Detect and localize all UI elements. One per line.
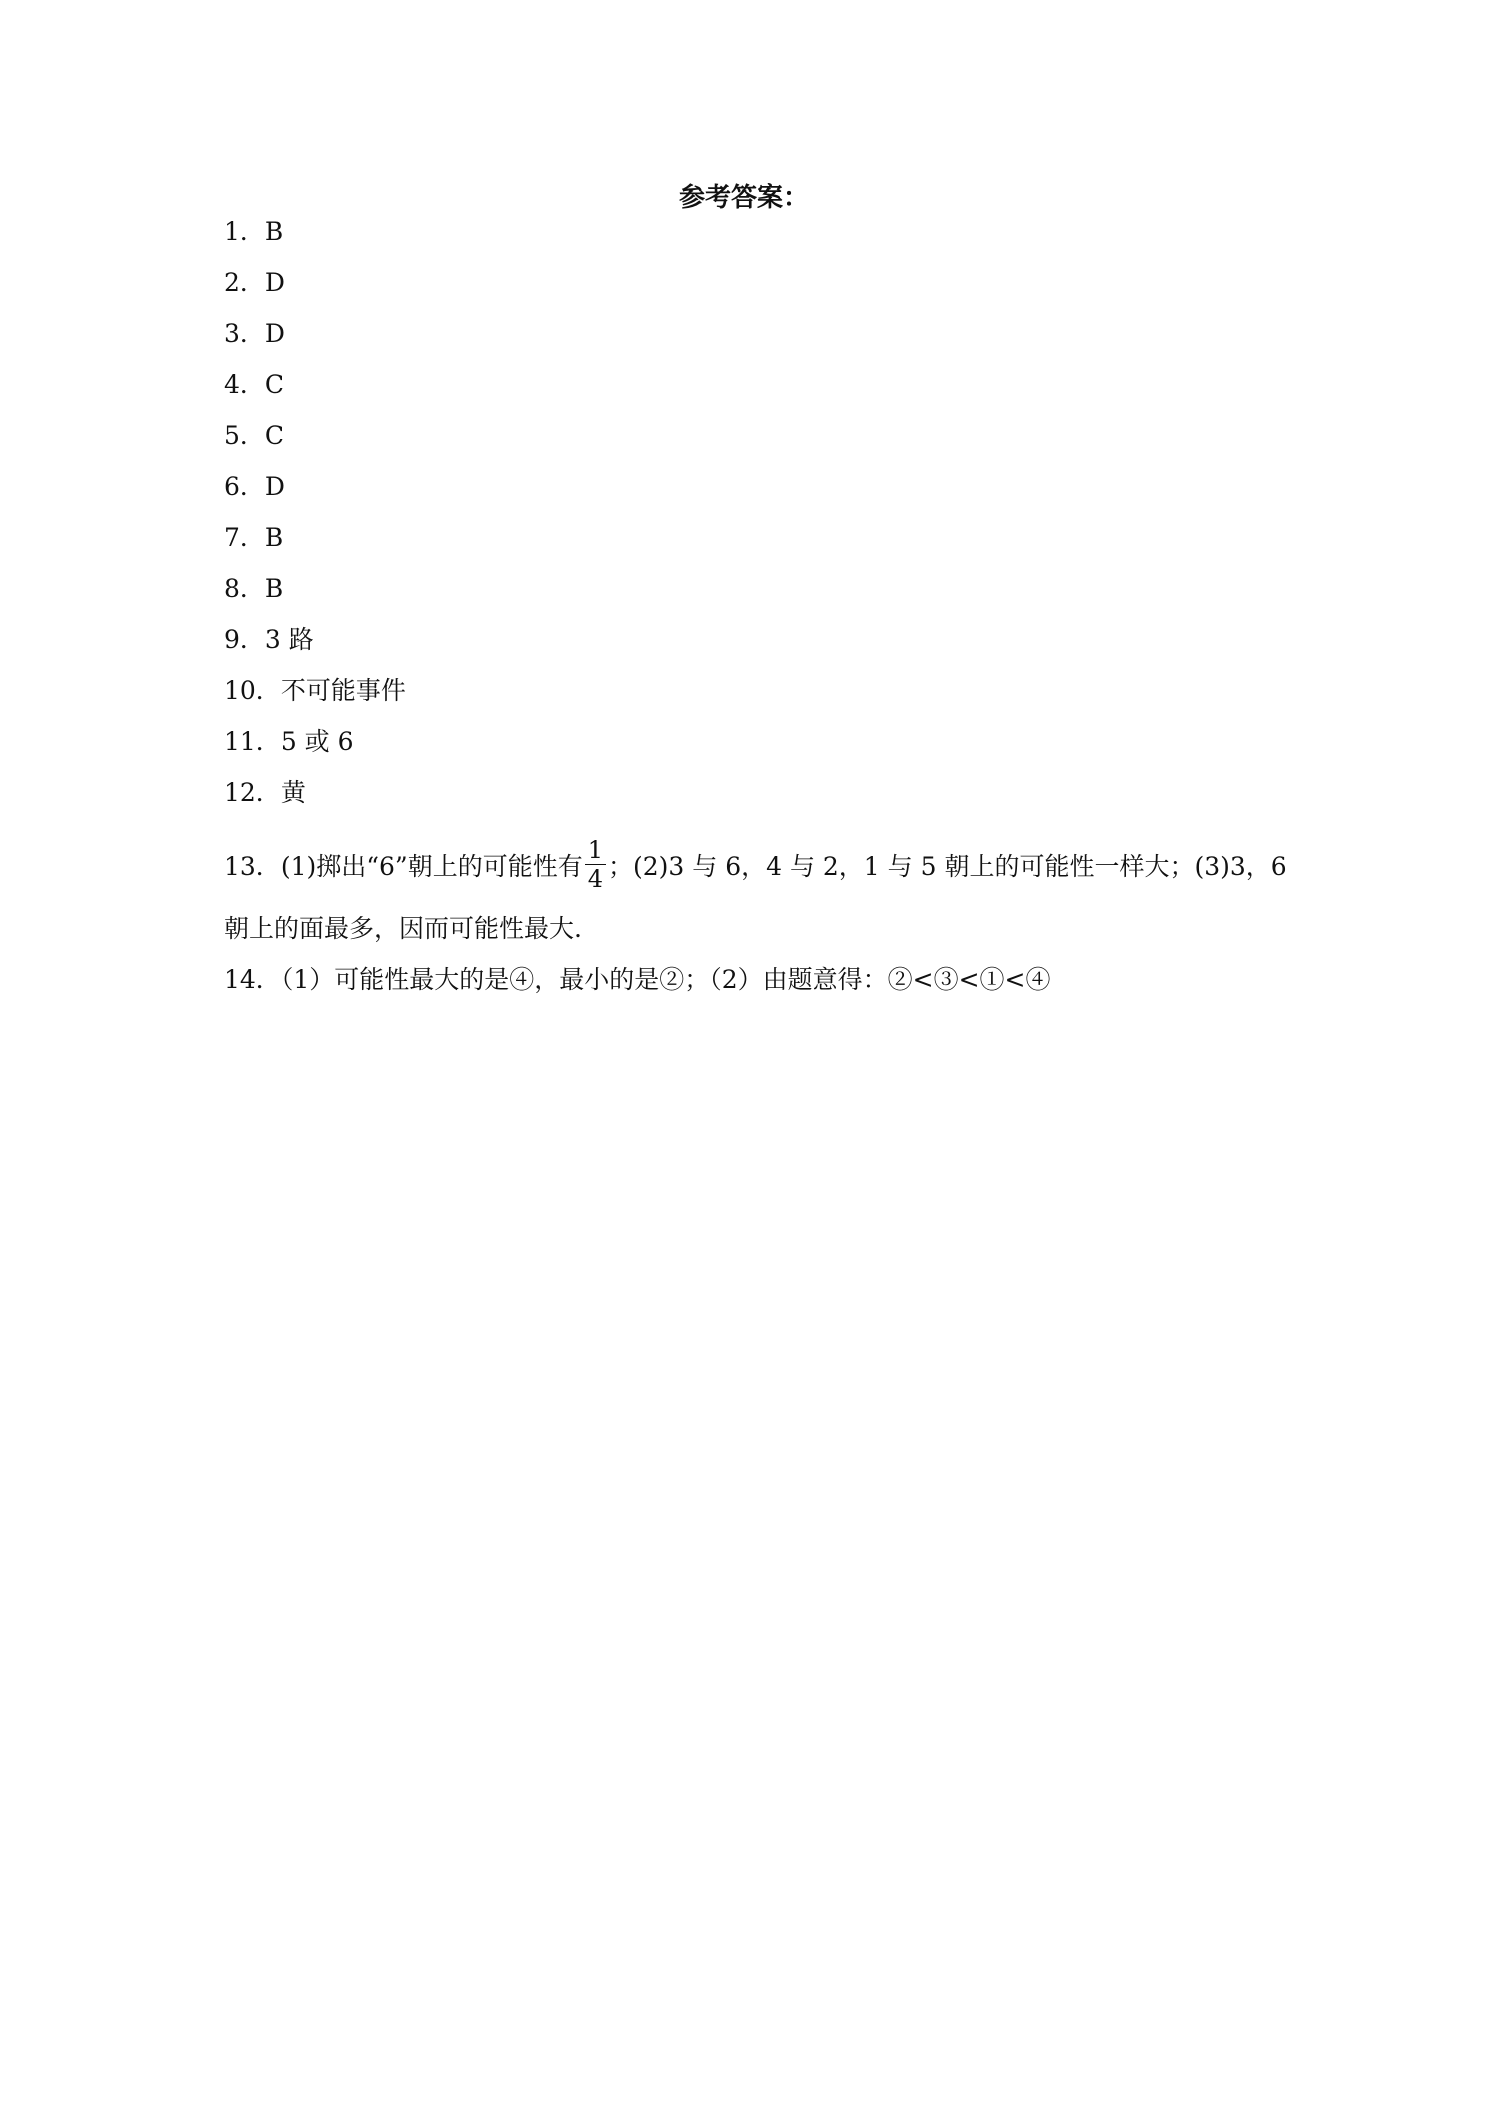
answer-text: D [264,472,285,501]
answer-number: 13． [224,852,281,881]
answer-line-13-cont: 朝上的面最多，因而可能性最大. [224,914,582,943]
answer-line [224,214,283,250]
answer-line [224,520,283,556]
fraction-denominator: 4 [585,864,606,893]
page-title: 参考答案： [678,183,809,213]
answer-number: 4． [224,370,265,399]
answer-text: B [264,217,284,246]
answer-text: （1）可能性最大的是④，最小的是②；（2）由题意得：②<③<①<④ [280,965,1051,994]
answer-line [224,316,285,352]
answer-number: 7． [224,523,265,552]
answer-line [224,571,283,607]
fraction [585,836,606,893]
answer-text: B [264,574,284,603]
answer-number: 9． [224,625,265,654]
answer-line [224,469,285,505]
answer-text: (1)掷出“6”朝上的可能性有 [280,852,583,881]
answer-number: 10． [224,676,281,705]
answer-text: D [264,268,285,297]
answer-text: 黄 [280,778,306,807]
answer-number: 3． [224,319,265,348]
answer-text: 5 或 6 [280,727,354,756]
answer-number: 2． [224,268,265,297]
answer-text: C [264,370,285,399]
answer-line-13 [224,836,1287,897]
answer-text: B [264,523,284,552]
answer-line [224,367,284,403]
answer-number: 11． [224,727,281,756]
answer-number: 12． [224,778,281,807]
answer-number: 8． [224,574,265,603]
answer-number: 14． [224,965,281,994]
answer-text: 3 路 [264,625,314,654]
answer-text: 不可能事件 [280,676,406,705]
answer-line [224,622,314,658]
answer-number: 5． [224,421,265,450]
answer-line [224,418,284,454]
answer-line [224,775,306,811]
answer-line [224,265,285,301]
fraction-numerator: 1 [587,836,603,864]
answer-line-14 [224,962,1050,998]
answer-text: D [264,319,285,348]
answer-number: 6． [224,472,265,501]
answer-line [224,673,406,709]
answer-line [224,724,354,760]
answer-number: 1． [224,217,265,246]
answer-text: ；(2)3 与 6，4 与 2，1 与 5 朝上的可能性一样大；(3)3，6 [607,852,1287,881]
answer-text: C [264,421,285,450]
